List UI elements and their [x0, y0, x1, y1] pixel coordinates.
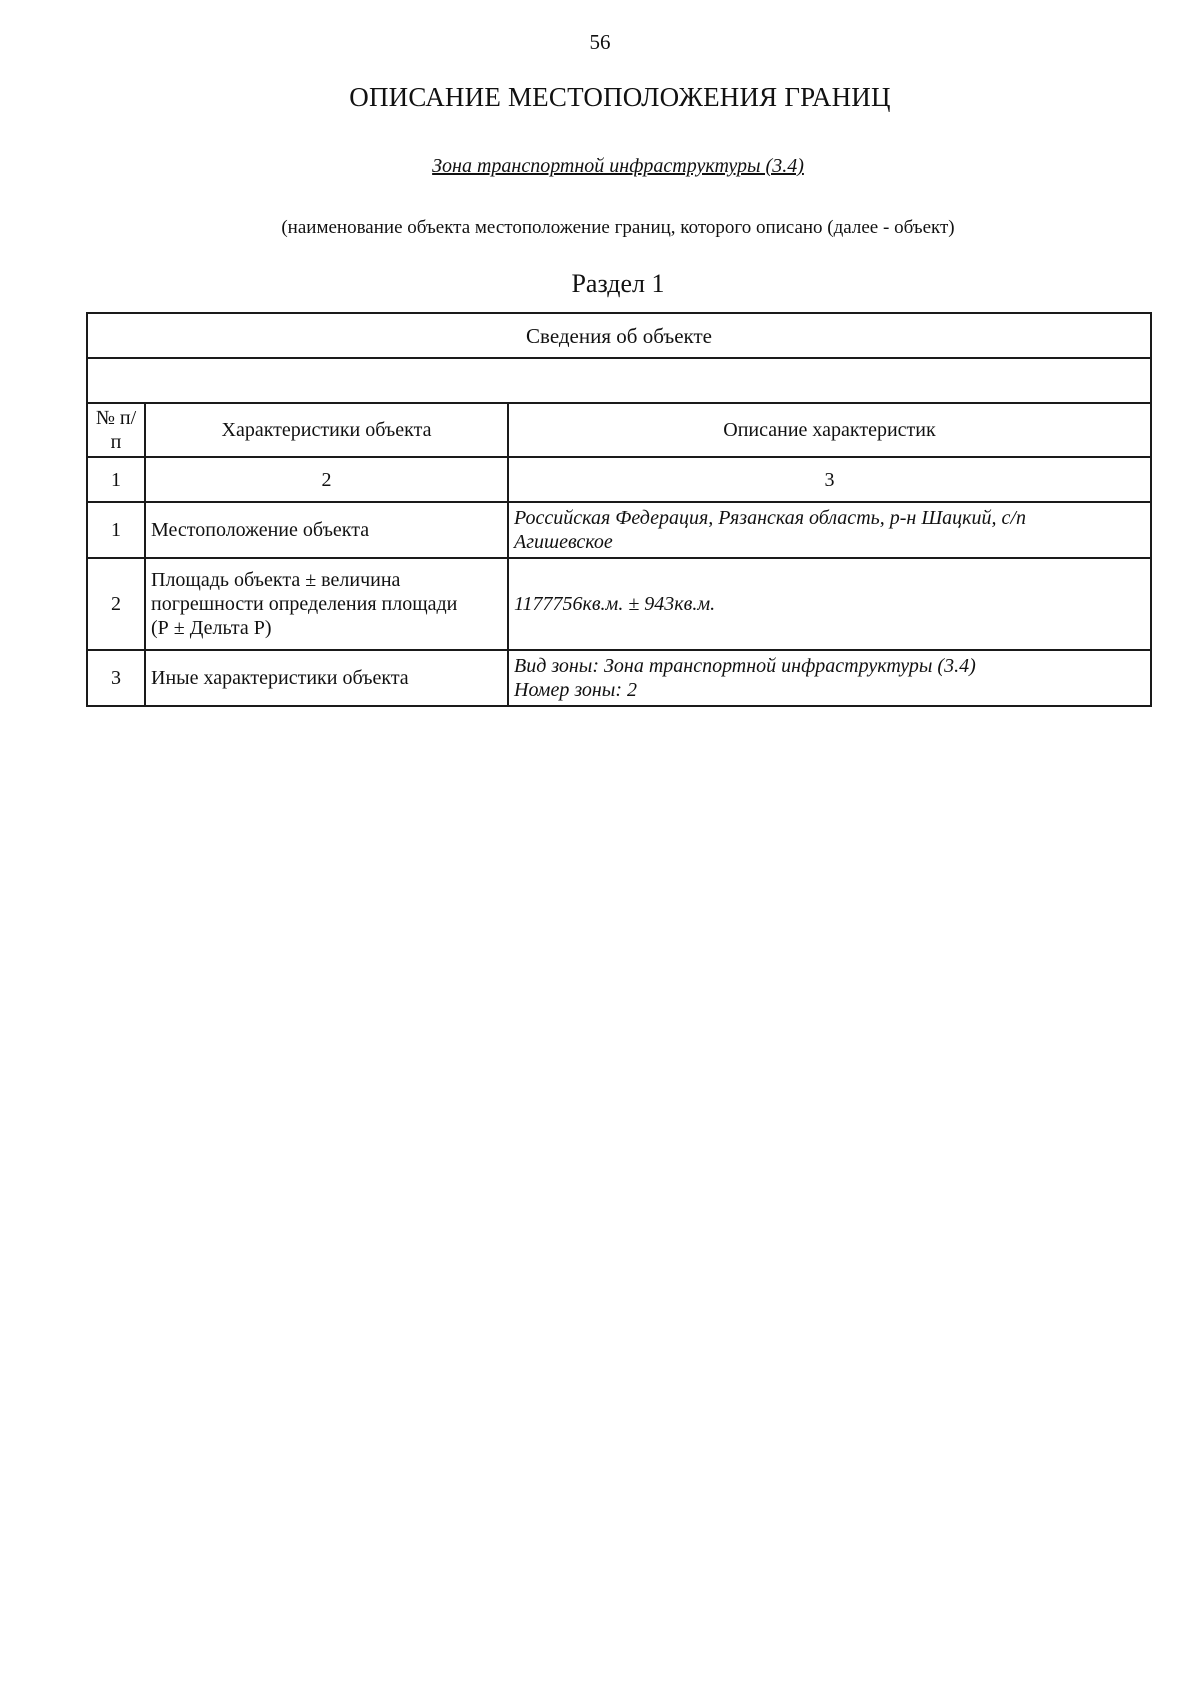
header-characteristic: Характеристики объекта — [145, 403, 508, 457]
section-title: Раздел 1 — [571, 269, 665, 298]
row-characteristic — [145, 502, 508, 558]
characteristic-line: погрешности определения площади — [151, 593, 458, 615]
table-title-row — [87, 313, 1151, 358]
table-row — [87, 650, 1151, 706]
row-characteristic — [145, 650, 508, 706]
description-line: 1177756кв.м. ± 943кв.м. — [514, 593, 716, 615]
object-name-caption: (наименование объекта местоположение границ, которого описано (далее - объект) — [281, 217, 955, 238]
document-title: ОПИСАНИЕ МЕСТОПОЛОЖЕНИЯ ГРАНИЦ — [349, 82, 891, 112]
table-header-row — [87, 403, 1151, 457]
header-number: № п/п — [87, 403, 145, 457]
characteristic-line: (Р ± Дельта Р) — [151, 617, 272, 639]
table-row — [87, 558, 1151, 650]
row-description — [508, 558, 1151, 650]
header-description: Описание характеристик — [508, 403, 1151, 457]
object-name: Зона транспортной инфраструктуры (3.4) — [432, 155, 804, 177]
row-characteristic — [145, 558, 508, 650]
row-description — [508, 502, 1151, 558]
table-column-index-row — [87, 457, 1151, 502]
description-line: Агишевское — [514, 531, 613, 553]
table-row — [87, 502, 1151, 558]
page-number: 56 — [589, 30, 611, 54]
column-index-1: 1 — [87, 457, 145, 502]
table-title: Сведения об объекте — [87, 313, 1151, 358]
column-index-3: 3 — [508, 457, 1151, 502]
characteristic-line: Иные характеристики объекта — [151, 667, 409, 689]
row-number: 2 — [87, 558, 145, 650]
row-number: 1 — [87, 502, 145, 558]
column-index-2: 2 — [145, 457, 508, 502]
empty-cell — [87, 358, 1151, 403]
object-info-table — [86, 312, 1152, 707]
description-line: Вид зоны: Зона транспортной инфраструктуры (3.4) — [514, 655, 976, 677]
characteristic-line: Площадь объекта ± величина — [151, 569, 401, 591]
row-number: 3 — [87, 650, 145, 706]
description-line: Номер зоны: 2 — [514, 679, 637, 701]
description-line: Российская Федерация, Рязанская область, р-н Шацкий, с/п — [514, 507, 1026, 529]
row-description — [508, 650, 1151, 706]
characteristic-line: Местоположение объекта — [151, 519, 370, 541]
table-empty-row — [87, 358, 1151, 403]
